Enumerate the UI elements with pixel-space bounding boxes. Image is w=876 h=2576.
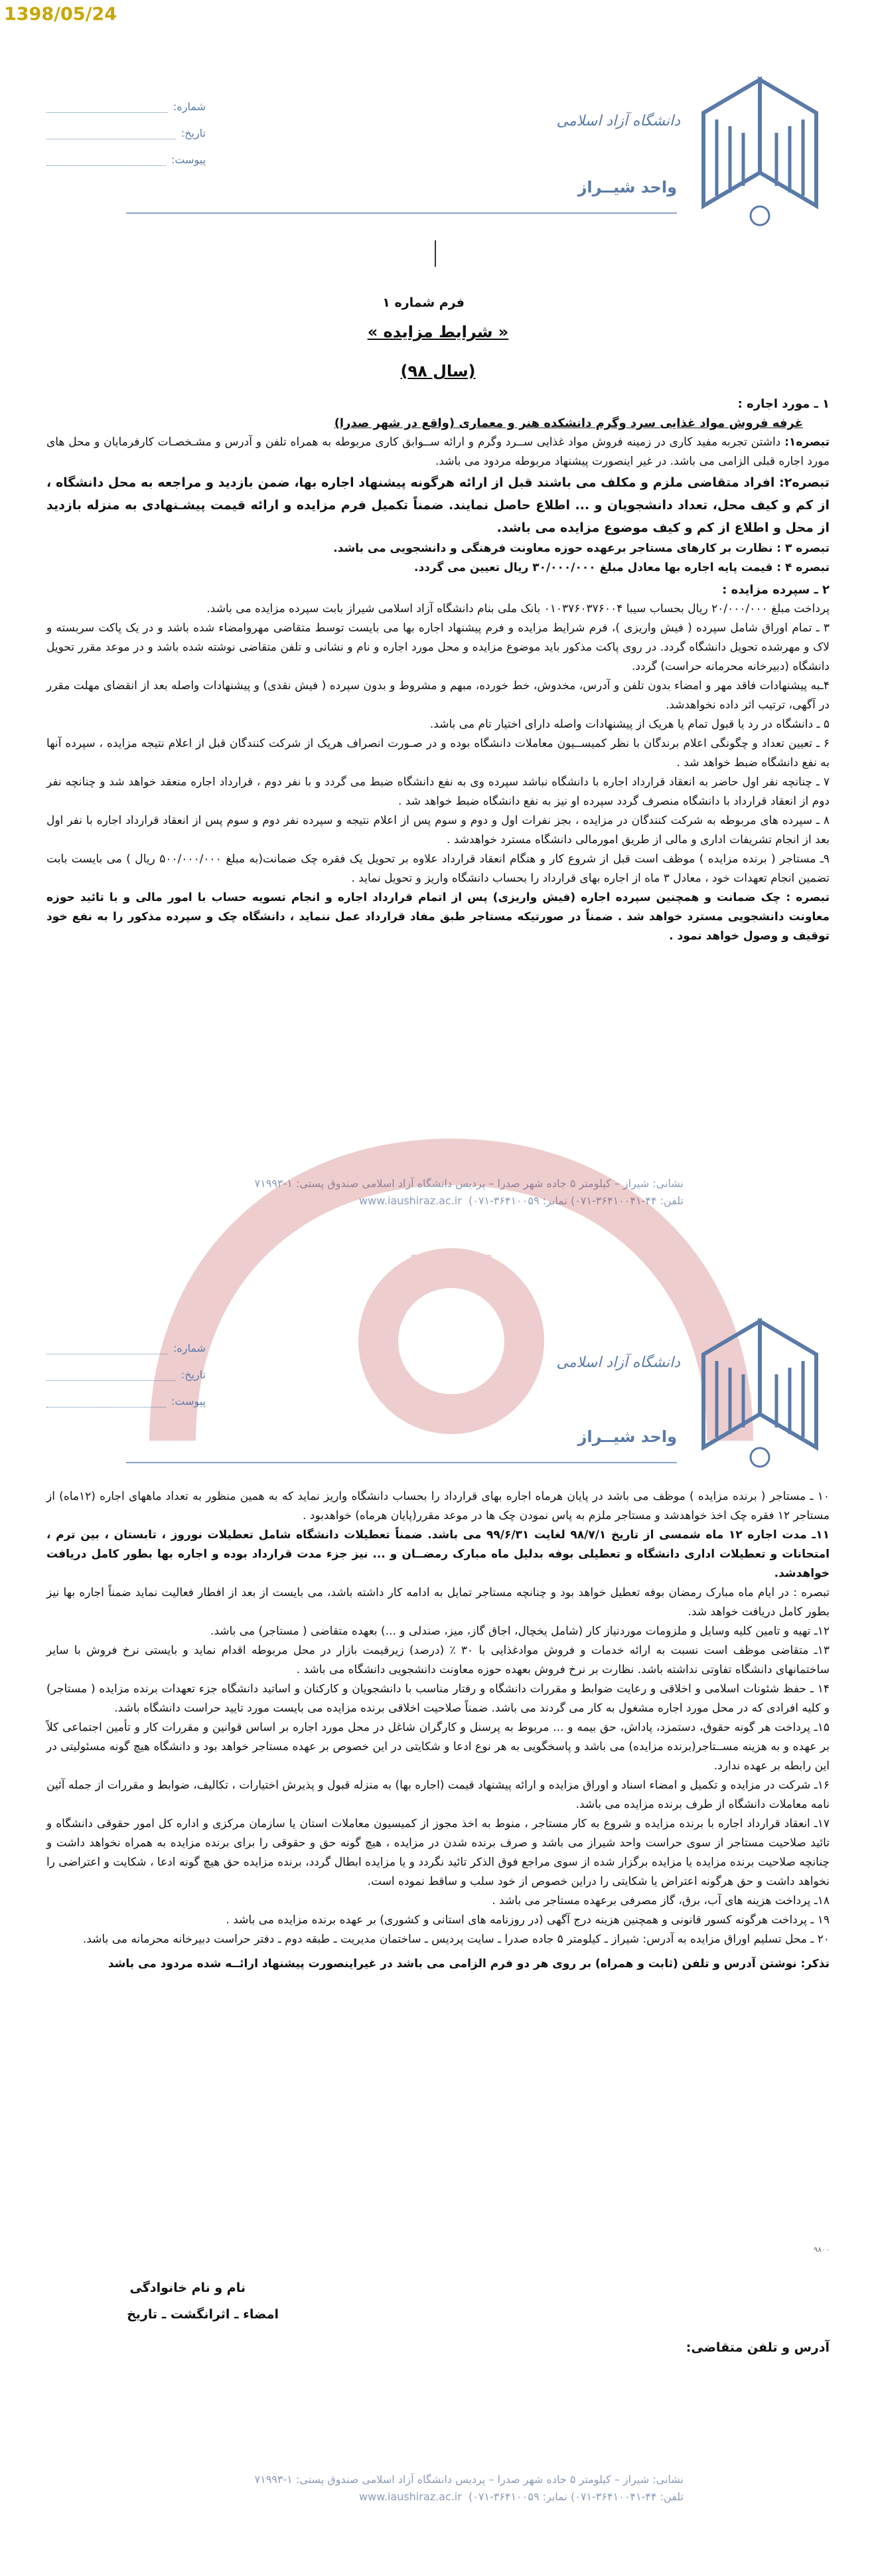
page2-content	[46, 1487, 830, 1974]
signature-name-label: نام و نام خانوادگی	[129, 2281, 246, 2295]
footer-website[interactable]: www.iaushiraz.ac.ir	[359, 2490, 462, 2503]
university-logo-icon	[697, 73, 823, 232]
attachment-field[interactable]	[46, 153, 166, 166]
date-field[interactable]	[46, 1368, 176, 1381]
list-item: ۵ ـ دانشگاه در رد یا قبول تمام یا هریک از پیشنهادات واصله دارای اختیار تام می باشد.	[429, 718, 830, 731]
attachment-label: پیوست:	[171, 1395, 206, 1408]
note-1-text: داشتن تجربه مفید کاری در زمینه فروش مواد غذایی ســرد وگرم و ارائه ســوابق کاری مربوطه به همراه تلفن و آدرس و مشـخصـات کارفرمایان و محل های مورد اجاره قبلی الزامی می باشد. در غیر اینصورت پیشنهاد مربوطه مردود می باشد.	[46, 436, 830, 468]
university-name: دانشگاه آزاد اسلامی	[556, 113, 680, 129]
number-field[interactable]	[46, 100, 168, 113]
university-name: دانشگاه آزاد اسلامی	[556, 1354, 680, 1371]
section-deposit: ۲ ـ سپرده مزایده :	[722, 583, 830, 597]
note-1-label: تبصره۱:	[784, 436, 830, 449]
note-3: تبصره ۳ : نظارت بر کارهای مستاجر برعهده حوزه معاونت فرهنگی و دانشجویی می باشد.	[333, 542, 830, 555]
note-4: تبصره ۴ : قیمت پایه اجاره بها معادل مبلغ ۳۰/۰۰۰/۰۰۰ ریال تعیین می گردد.	[413, 561, 830, 574]
header-divider	[126, 212, 677, 214]
attachment-field[interactable]	[46, 1395, 166, 1408]
list-item: ۴ـبه پیشنهادات فاقد مهر و امضاء بدون تلفن و آدرس، مخدوش، خط خورده، مبهم و مشروط و بدون سپرده ( فیش نقدی) و پیشنهادات واصله بعد از انقضای مهلت مقرر در آگهی، ترتیب اثر داده نخواهدشد.	[46, 679, 830, 712]
list-item: ۱۶ـ شرکت در مزایده و تکمیل و امضاء اسناد و اوراق مزایده و ارائه پیشنهاد قیمت (اجاره بها) به منزله قبول و پذیرش اختیارات ، تکالیف، ضوابط و مقررات از جمله آئین نامه معاملات دانشگاه از طرف برنده مزایده می باشد.	[46, 1779, 830, 1811]
list-item: پرداخت مبلغ ۲۰/۰۰۰/۰۰۰ ریال بحساب سیبا ۰۱۰۳۷۶۰۳۷۶۰۰۴ بانک ملی بنام دانشگاه آزاد اسلامی شیراز بابت سپرده مزایده می باشد.	[206, 602, 830, 615]
note-1	[46, 433, 830, 471]
list-item: ۱۲ـ تهیه و تامین کلیه وسایل و ملزومات موردنیاز کار (شامل یخچال، اجاق گاز، میز، صندلی و ...) بعهده متقاضی ( مستاجر) می باشد.	[210, 1625, 830, 1638]
list-item: ۷ ـ چنانچه نفر اول حاضر به انعقاد قرارداد اجاره با دانشگاه نباشد سپرده وی به نفع دانشگاه ضبط می گردد و با نفر دوم ، قرارداد اجاره منعقد خواهد شد و چنانچه نفر دوم از انعقاد قرارداد با دانشگاه منصرف گردد سپرده او نیز به نفع دانشگاه ضبط خواهد شد .	[46, 775, 830, 808]
section-lease-subject: ۱ ـ مورد اجاره :	[737, 397, 830, 411]
list-item: ۳ ـ تمام اوراق شامل سپرده ( فیش واریزی )، فرم شرایط مزایده و فرم پیشنهاد اجاره بها می بایست توسط متقاضی مهروامضاء شده باشد و در یک پاکت سربسته و لاک و مهرشده تحویل دانشگاه گردد. در روی پاکت مذکور باید موضوع مزایده و محل مورد اجاره و نام و نشانی و تلفن متقاضی نوشته شده باشد و در موعد مقرر تحویل دانشگاه (دبیرخانه محرمانه حراست) گردد.	[46, 621, 830, 673]
university-logo-icon	[697, 1315, 823, 1474]
list-item: ۱۳ـ متقاضی موظف است نسبت به ارائه خدمات و فروش مواد‌غذایی با ۳۰ ٪ (درصد) زیرقیمت بازار در محل مربوطه اقدام نماید و بایستی نرخ فروش با سایر ساختمانهای دانشگاه تفاوتی نداشته باشد. نظارت بر نرخ فروش بعهده حوزه معاونت دانشجویی دانشگاه می باشد .	[46, 1644, 830, 1676]
date-field[interactable]	[46, 127, 176, 139]
page-1	[0, 0, 876, 1275]
date-stamp: 1398/05/24	[4, 4, 117, 25]
number-label: شماره:	[173, 100, 206, 113]
footer-website[interactable]: www.iaushiraz.ac.ir	[359, 1194, 462, 1207]
header-divider	[126, 1462, 677, 1463]
text-cursor	[435, 240, 436, 267]
branch-name: واحد شیــراز	[577, 178, 677, 197]
branch-name: واحد شیــراز	[577, 1427, 677, 1446]
number-label: شماره:	[173, 1342, 206, 1354]
footer-address: نشانی: شیراز – کیلومتر ۵ جاده شهر صدرا – پردیس دانشگاه آزاد اسلامی صندوق پستی: ۱-۷۱۹۹۳	[254, 1177, 684, 1190]
page1-footer	[219, 1175, 684, 1210]
date-label: تاریخ:	[181, 1368, 206, 1381]
document-title: « شرایط مزایده »	[367, 323, 509, 341]
list-item: ۱۵ـ پرداخت هر گونه حقوق، دستمزد، پاداش، حق بیمه و ... مربوط به پرسنل و کارگران شاغل در محل مورد اجاره بر اساس قوانین و مقررات کار و تأمین اجتماعی کلاً بر عهده و به هزینه مســتاجر(برنده مزایده) می باشد و پاسخگویی به هر نوع ادعا و شکایتی در این خصوص بر عهده مستاجر خواهد بود و دانشگاه هیچ گونه مسئولیتی در این رابطه بر عهده ندارد.	[46, 1721, 830, 1773]
number-field[interactable]	[46, 1342, 168, 1354]
footer-phone	[219, 2488, 684, 2506]
list-item: ۱۸ـ پرداخت هزینه های آب، برق، گاز مصرفی برعهده مستاجر می باشد .	[492, 1894, 830, 1907]
list-item: ۱۴ ـ حفظ شئونات اسلامی و اخلاقی و رعایت ضوابط و مقررات دانشگاه و رفتار مناسب با دانشجویان و کارکنان و اساتید دانشگاه جزء تعهدات برنده مزایده ( مستاجر) و کلیه افرادی که در محل مورد اجاره مشغول به کار می گردند می باشد. ضمناً صلاحیت اخلاقی برنده مزایده می بایست مورد تایید حراست دانشگاه باشد.	[46, 1682, 830, 1715]
footer-address: نشانی: شیراز – کیلومتر ۵ جاده شهر صدرا – پردیس دانشگاه آزاد اسلامی صندوق پستی: ۱-۷۱۹۹۳	[254, 2473, 684, 2486]
list-item: تبصره : در ایام ماه مبارک رمضان بوفه تعطیل خواهد بود و چنانچه مستاجر تمایل به ادامه کار داشته باشد، می بایست از بعد از افطار فعالیت نماید ضمناً اجاره بها نیز بطور کامل دریافت خواهد شد.	[46, 1586, 830, 1619]
document-code: ۹۸۰۰	[814, 2245, 830, 2254]
footer-phone	[219, 1192, 684, 1210]
page2-footer	[219, 2471, 684, 2506]
footer-phone-text: تلفن: ۴۴-۳۶۴۱۰۰۴۱-۰۷۱) نمابر: ۳۶۴۱۰۰۵۹-۰۷۱)	[468, 1194, 684, 1207]
list-item: ۹ـ مستاجر ( برنده مزایده ) موظف است قبل از شروع کار و هنگام انعقاد قرارداد علاوه بر تحویل یک فقره چک ضمانت(به مبلغ ۵۰۰/۰۰۰/۰۰۰ ریال ) می بایست بابت تضمین انجام تعهدات خود ، معادل ۳ ماه از اجاره بهای قرارداد را بحساب دانشگاه واریز و تحویل نماید .	[46, 852, 830, 885]
list-item: تبصره : چک ضمانت و همچنین سپرده اجاره (فیش واریزی) پس از اتمام قرارداد اجاره و انجام تسویه حساب با امور مالی و با تائید حوزه معاونت دانشجویی مسترد خواهد شد . ضمناً در صورتیکه مستاجر طبق مفاد قرارداد عمل ننماید ، دانشگاه چک و سپرده مذکور را به نفع خود توقیف و وصول خواهد نمود .	[46, 891, 830, 943]
meta-fields	[46, 1328, 206, 1408]
list-item: ۱۹ ـ پرداخت هرگونه کسور قانونی و همچنین هزینه درج آگهی (در روزنامه های استانی و کشوری) بر عهده برنده مزایده می باشد .	[226, 1913, 830, 1927]
applicant-address-label: آدرس و تلفن متقاضی:	[686, 2340, 830, 2355]
lease-subject: غرفه فروش مواد غذایی سرد وگرم دانشکده هنر و معماری (واقع در شهر صدرا)	[334, 416, 803, 430]
date-label: تاریخ:	[181, 127, 206, 139]
list-item: ۲۰ ـ محل تسلیم اوراق مزایده به آدرس: شیراز ـ کیلومتر ۵ جاده صدرا ـ سایت پردیس ـ ساختمان مدیریت ـ طبقه دوم ـ دفتر حراست دبیرخانه محرمانه می باشد.	[82, 1933, 830, 1946]
document-year: (سال ۹۸)	[400, 362, 476, 380]
footer-phone-text: تلفن: ۴۴-۳۶۴۱۰۰۴۱-۰۷۱) نمابر: ۳۶۴۱۰۰۵۹-۰۷۱)	[468, 2490, 684, 2503]
attachment-label: پیوست:	[171, 153, 206, 166]
list-item: ۱۱ـ مدت اجاره ۱۲ ماه شمسی از تاریخ ۹۸/۷/۱ لغایت ۹۹/۶/۳۱ می باشد. ضمناً تعطیلات دانشگاه شامل تعطیلات نوروز ، تابستان ، بین ترم ، امتحانات و تعطیلات اداری دانشگاه و تعطیلی بوفه بدلیل ماه مبارک رمضــان و ... نیز جزء مدت قرارداد بوده و اجاره بها بطور کامل دریافت خواهدشد.	[46, 1528, 830, 1580]
reminder-note: تذکر: نوشتن آدرس و تلفن (ثابت و همراه) بر روی هر دو فرم الزامی می باشد در غیراینصورت پیشنهاد ارائــه شده مردود می باشد	[108, 1957, 830, 1971]
list-item: ۱۷ـ انعقاد قرارداد اجاره با برنده مزایده و شروع به کار مستاجر ، منوط به اخذ مجوز از کمیسیون معاملات استان یا سازمان مرکزی و اداره کل امور حقوقی دانشگاه و تائید صلاحیت مستاجر از سوی حراست واحد شیراز می باشد و صرف برنده شدن در مزایده ، هیچ گونه حق و حقوقی را برای برنده مزایده به همراه نخواهد داشت و چنانچه صلاحیت برنده مزایده یا مزایده برگزار شده از سوی مراجع فوق الذکر تائید نگردد و یا مزایده ابطال گردد، برنده مزایده حق هیچ گونه ادعا ، شکایت و اعتراضی را نخواهد داشت و حق هرگونه اعتراض یا شکایتی را دراین خصوص از خود سلب و ساقط نموده است.	[46, 1817, 830, 1888]
form-number: فرم شماره ۱	[382, 295, 465, 310]
meta-fields	[46, 86, 206, 166]
page-2	[0, 1288, 876, 2576]
list-item: ۶ ـ تعیین تعداد و چگونگی اعلام برندگان با نظر کمیســیون معاملات دانشگاه بوده و در صـورت انصراف هریک از شرکت کنندگان قبل از اعلام نتیجه مزایده ، سپرده آنها به نفع دانشگاه ضبط خواهد شد .	[46, 737, 830, 769]
list-item: ۸ ـ سپرده های مربوطه به شرکت کنندگان در مزایده ، بجز نفرات اول و دوم و سوم پس از اعلام نتیجه و سپرده نفر دوم و سوم پس از انعقاد قرارداد اجاره با نفر اول بعد از انجام تشریفات اداری و مالی از طریق امورمالی دانشگاه مسترد خواهدشد .	[46, 814, 830, 846]
page1-content	[46, 392, 830, 946]
note-2: تبصره۲: افراد متقاضی ملزم و مکلف می باشند قبل از ارائه هرگونه پیشنهاد اجاره بها، ضمن بازدید و مراجعه به محل دانشگاه ، از کم و کیف محل، تعداد دانشجویان و ... اطلاع حاصل نمایند. ضمناً تکمیل فرم مزایده و ارائه قیمت پیشـنهادی به منزله بازدید از محل و اطلاع از کم و کیف موضوع مزایده می باشد.	[46, 475, 830, 535]
signature-line-label: امضاء ـ اثرانگشت ـ تاریخ	[127, 2307, 279, 2322]
list-item: ۱۰ ـ مستاجر ( برنده مزایده ) موظف می باشد در پایان هرماه اجاره بهای قرارداد را بحساب دانشگاه واریز نماید که به همین منظور به تعداد ماههای اجاره (۱۲ماه) از مستاجر ۱۲ فقره چک اخذ خواهدشد و مستاجر ملزم به پاس نمودن چک ها در موعد مقرر(پایان هرماه) خواهدبود .	[46, 1490, 830, 1522]
